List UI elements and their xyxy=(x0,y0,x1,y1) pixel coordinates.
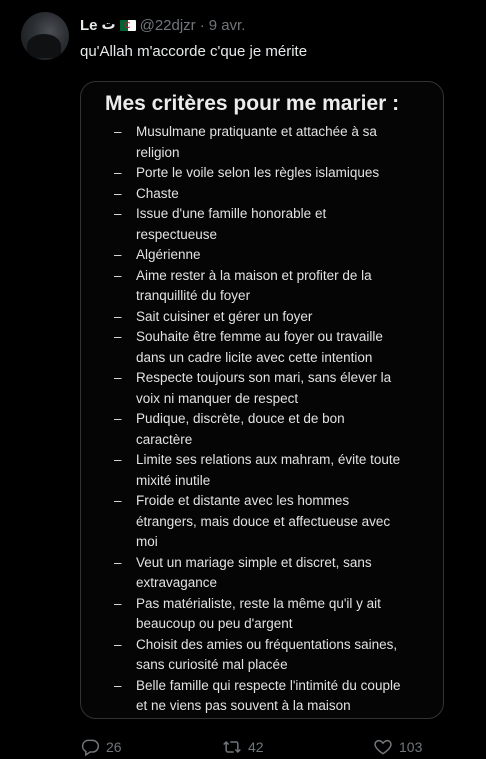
criteria-line: Issue d'une famille honorable et xyxy=(136,206,327,221)
retweet-icon xyxy=(222,737,242,757)
tweet-date[interactable]: 9 avr. xyxy=(208,16,246,34)
tweet-actions xyxy=(80,735,444,759)
criteria-item xyxy=(81,307,443,328)
criteria-item xyxy=(81,327,443,368)
criteria-item xyxy=(81,266,443,307)
criteria-line: caractère xyxy=(136,431,193,447)
criteria-item xyxy=(81,594,443,635)
tweet-image[interactable] xyxy=(80,81,444,719)
criteria-line: tranquillité du foyer xyxy=(136,288,251,303)
retweet-button[interactable] xyxy=(222,737,264,757)
criteria-item xyxy=(81,122,443,163)
criteria-line: respectueuse xyxy=(136,226,218,242)
criteria-item xyxy=(81,409,443,450)
criteria-item xyxy=(81,163,443,184)
criteria-line: Aime rester à la maison et profiter de la xyxy=(136,267,372,283)
criteria-item xyxy=(81,553,443,594)
criteria-line: Chaste xyxy=(136,185,179,201)
criteria-line: voix ni manquer de respect xyxy=(136,390,299,406)
criteria-line: moi xyxy=(136,534,158,549)
bullet-dash: – xyxy=(114,267,122,283)
criteria-line: Belle famille qui respecte l'intimité du couple xyxy=(136,677,401,693)
criteria-item xyxy=(81,491,443,553)
like-count: 103 xyxy=(399,739,423,755)
criteria-item xyxy=(81,635,443,676)
reply-icon xyxy=(80,737,100,757)
tweet-text: qu'Allah m'accorde c'que je mérite xyxy=(80,43,308,60)
bullet-dash: – xyxy=(114,636,122,652)
criteria-line: Musulmane pratiquante et attachée à sa xyxy=(136,124,377,139)
like-button[interactable] xyxy=(373,737,422,757)
criteria-line: Choisit des amies ou fréquentations saines, xyxy=(136,636,398,652)
user-handle[interactable]: @22djzr xyxy=(139,16,196,34)
criteria-item xyxy=(81,450,443,491)
bullet-dash: – xyxy=(114,493,122,508)
criteria-line: Sait cuisiner et gérer un foyer xyxy=(136,308,313,324)
bullet-dash: – xyxy=(114,452,122,467)
heart-icon xyxy=(373,737,393,757)
bullet-dash: – xyxy=(114,185,122,201)
bullet-dash: – xyxy=(114,206,122,221)
criteria-line: mixité inutile xyxy=(136,472,211,488)
criteria-line: dans un cadre licite avec cette intention xyxy=(136,349,373,365)
retweet-count: 42 xyxy=(248,739,264,755)
tweet-header xyxy=(80,15,245,35)
criteria-item xyxy=(81,368,443,409)
bullet-dash: – xyxy=(114,329,122,344)
criteria-line: Souhaite être femme au foyer ou travaille xyxy=(136,329,383,344)
criteria-line: Porte le voile selon les règles islamiques xyxy=(136,165,380,180)
criteria-line: Algérienne xyxy=(136,247,201,262)
criteria-line: Froide et distante avec les hommes xyxy=(136,493,350,508)
display-name[interactable]: Le xyxy=(80,16,98,34)
criteria-line: sans curiosité mal placée xyxy=(136,657,288,672)
bullet-dash: – xyxy=(114,554,122,570)
criteria-line: extravagance xyxy=(136,575,218,590)
bullet-dash: – xyxy=(114,411,122,426)
criteria-line: Limite ses relations aux mahram, évite toute xyxy=(136,452,401,467)
separator-dot: · xyxy=(199,16,205,34)
criteria-item xyxy=(81,184,443,205)
bullet-dash: – xyxy=(114,595,122,611)
bullet-dash: – xyxy=(114,165,122,180)
bullet-dash: – xyxy=(114,308,122,324)
bullet-dash: – xyxy=(114,677,122,693)
name-glyph[interactable]: ت xyxy=(101,17,116,33)
reply-button[interactable] xyxy=(80,737,122,757)
criteria-line: Respecte toujours son mari, sans élever la xyxy=(136,370,392,385)
criteria-item xyxy=(81,245,443,266)
criteria-line: Pas matérialiste, reste la même qu'il y ait xyxy=(136,595,381,611)
bullet-dash: – xyxy=(114,247,122,262)
bullet-dash: – xyxy=(114,370,122,385)
criteria-item xyxy=(81,676,443,717)
avatar[interactable] xyxy=(21,12,69,60)
criteria-list xyxy=(81,122,443,717)
criteria-line: Pudique, discrète, douce et de bon xyxy=(136,411,345,426)
criteria-line: beaucoup ou peu d'argent xyxy=(136,616,293,631)
criteria-line: religion xyxy=(136,144,180,160)
criteria-line: Veut un mariage simple et discret, sans xyxy=(136,554,372,570)
reply-count: 26 xyxy=(106,739,122,755)
image-title: Mes critères pour me marier : xyxy=(105,92,400,115)
criteria-line: étrangers, mais douce et affectueuse avec xyxy=(136,513,391,529)
algeria-flag-icon xyxy=(120,20,136,31)
criteria-item xyxy=(81,204,443,245)
bullet-dash: – xyxy=(114,124,122,139)
criteria-line: et ne viens pas souvent à la maison xyxy=(136,698,351,713)
